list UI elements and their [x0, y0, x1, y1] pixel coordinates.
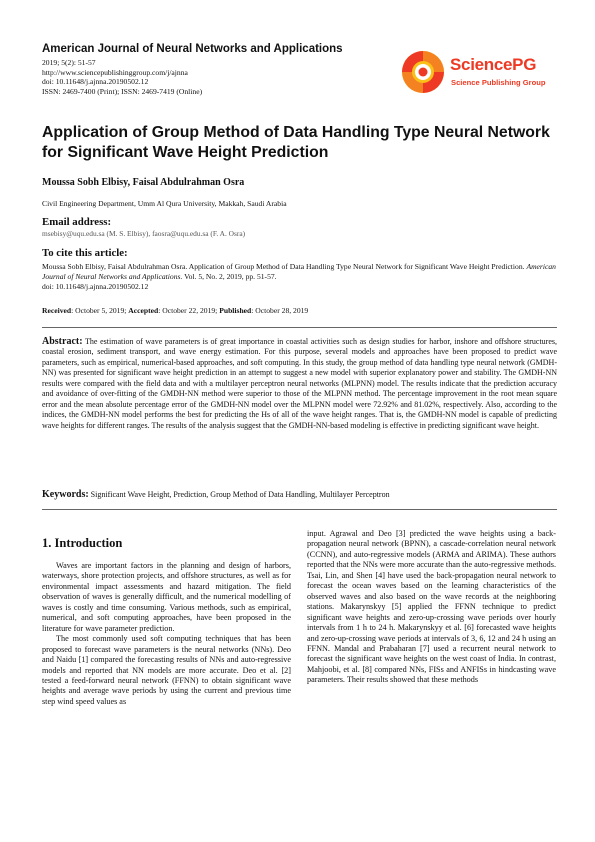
article-authors: Moussa Sobh Elbisy, Faisal Abdulrahman Osra — [42, 177, 245, 188]
intro-paragraph-continued: input. Agrawal and Deo [3] predicted the wave heights using a back-propagation neural network (BPNN), a cascade-correlation neural network (CCNN), and auto-regressive models (ARMA and ARIMA). These authors reported that the NNs were more accurate than the auto-regressive methods. Tsai, Lin, and Shen [4] have used the back-propagation neural network to forecast the ocean waves based on the learning characteristics of the observed waves and also based on the wave records at the neighboring stations. Makarynskyy [5] applied the FFNN technique to predict significant wave heights and zero-up-crossing wave periods over hourly intervals from 1 h to 24 h. Makarynskyy et al. [6] forecasted wave heights and zero-up-crossing wave periods at intervals of 3, 6, 12 and 24 h using an FFNN. Mandal and Prabaharan [7] used a recurrent neural network to forecast the significant wave heights on the west coast of India. In contrast, Mahjoobi, et al. [8] compared NNs, FISs and ANFISs in hindcasting wave parameters. Their results showed that these methods — [307, 529, 556, 685]
intro-paragraph: The most commonly used soft computing techniques that has been proposed to forecast wave parameters is the neural networks (NNs). Deo and Naidu [1] compared the forecasting results of NNs and auto-regressive models and reported that NN models are more accurate. Deo et al. [2] tested a feed-forward neural network (FFNN) to obtain significant wave heights and average wave periods by using the current and previous time step wind speed values as — [42, 634, 291, 706]
published-label: Published — [219, 306, 252, 315]
abstract — [42, 337, 557, 431]
article-title: Application of Group Method of Data Handling Type Neural Network for Significant Wave Height Prediction — [42, 124, 550, 161]
journal-issn: ISSN: 2469-7400 (Print); ISSN: 2469-7419 (Online) — [42, 86, 203, 96]
abstract-label: Abstract: — [42, 336, 83, 347]
abstract-text: The estimation of wave parameters is of great importance in coastal activities such as design studies for harbor, inshore and offshore structures, coastal erosion, sediment transport, and wave energy estimation. For this purpose, several models and approaches have been proposed to predict wave parameters, such as empirical, numerical-based approaches, and soft computing. In this study, the group method of data handling type neural network (GMDH-NN) was presented for significant wave height prediction in an attempt to suggest a new model with superior explanatory power and stability. The GMDH-NN results were compared with the field data and with a multilayer perceptron neural networks (MLPNN) model. The results indicate that the prediction accuracy and avoidance of over-fitting of the GMDH-NN method were superior to those of the MLPNN method. The percentage improvement in the root mean square error and the mean absolute percentage error of the GMDH-NN model over the MLPNN model were 72.92% and 81.02%, respectively. Also, according to the indices, the GMDH-NN model performs the best for predicting the Hs of all of the wave height ranges. That is, the GMDH-NN model is capable of predicting wave heights for different ranges. The results of the analysis suggest that the GMDH-NN-based modeling is effective in predicting significant wave height. — [42, 337, 557, 430]
citation-text — [42, 262, 557, 292]
intro-paragraph: Waves are important factors in the planning and design of harbors, waterways, shore protection projects, and offshore structures, as well as for environmental impact assessments and hazard mitigation. The field observation of waves is generally difficult, and the numerical modelling of waves is costly and time consuming. Various methods, such as empirical, numerical, and soft computing approaches, have been proposed in the literature for wave parameter prediction. — [42, 561, 291, 633]
citation-authors-title: Moussa Sobh Elbisy, Faisal Abdulrahman Osra. Application of Group Method of Data Handling Type Neural Network for Significant Wave Height Prediction. — [42, 262, 525, 271]
body-column-left — [42, 561, 291, 707]
logo-wordmark: SciencePG — [450, 55, 537, 74]
received-label: Received — [42, 306, 72, 315]
journal-issue: 2019; 5(2): 51-57 — [42, 58, 96, 67]
email-addresses[interactable]: msebisy@uqu.edu.sa (M. S. Elbisy), faosra@uqu.edu.sa (F. A. Osra) — [42, 229, 246, 238]
body-column-right — [307, 529, 556, 686]
received-date: : October 5, 2019; — [71, 306, 127, 315]
cite-heading: To cite this article: — [42, 247, 128, 259]
article-dates — [42, 306, 308, 315]
divider-top — [42, 327, 557, 328]
section-heading-introduction: 1. Introduction — [42, 536, 123, 550]
accepted-date: : October 22, 2019; — [158, 306, 218, 315]
published-date: : October 28, 2019 — [251, 306, 309, 315]
citation-journal: American Journal of Neural Networks and Applications. — [42, 262, 556, 281]
sciencepg-logo-icon — [400, 49, 446, 95]
keywords — [42, 489, 557, 500]
journal-name: American Journal of Neural Networks and Applications — [42, 43, 343, 55]
citation-volume: Vol. 5, No. 2, 2019, pp. 51-57. — [184, 272, 277, 281]
author-affiliation: Civil Engineering Department, Umm Al Qura University, Makkah, Saudi Arabia — [42, 199, 287, 208]
email-heading: Email address: — [42, 216, 112, 228]
keywords-label: Keywords: — [42, 489, 89, 500]
citation-doi[interactable]: doi: 10.11648/j.ajnna.20190502.12 — [42, 282, 149, 291]
divider-bottom — [42, 509, 557, 510]
publisher-logo — [400, 49, 560, 95]
accepted-label: Accepted — [128, 306, 159, 315]
journal-doi[interactable]: doi: 10.11648/j.ajnna.20190502.12 — [42, 77, 149, 86]
journal-url[interactable]: http://www.sciencepublishinggroup.com/j/ajnna — [42, 67, 188, 77]
keywords-text: Significant Wave Height, Prediction, Group Method of Data Handling, Multilayer Perceptron — [90, 490, 390, 499]
logo-subtitle: Science Publishing Group — [451, 78, 546, 87]
